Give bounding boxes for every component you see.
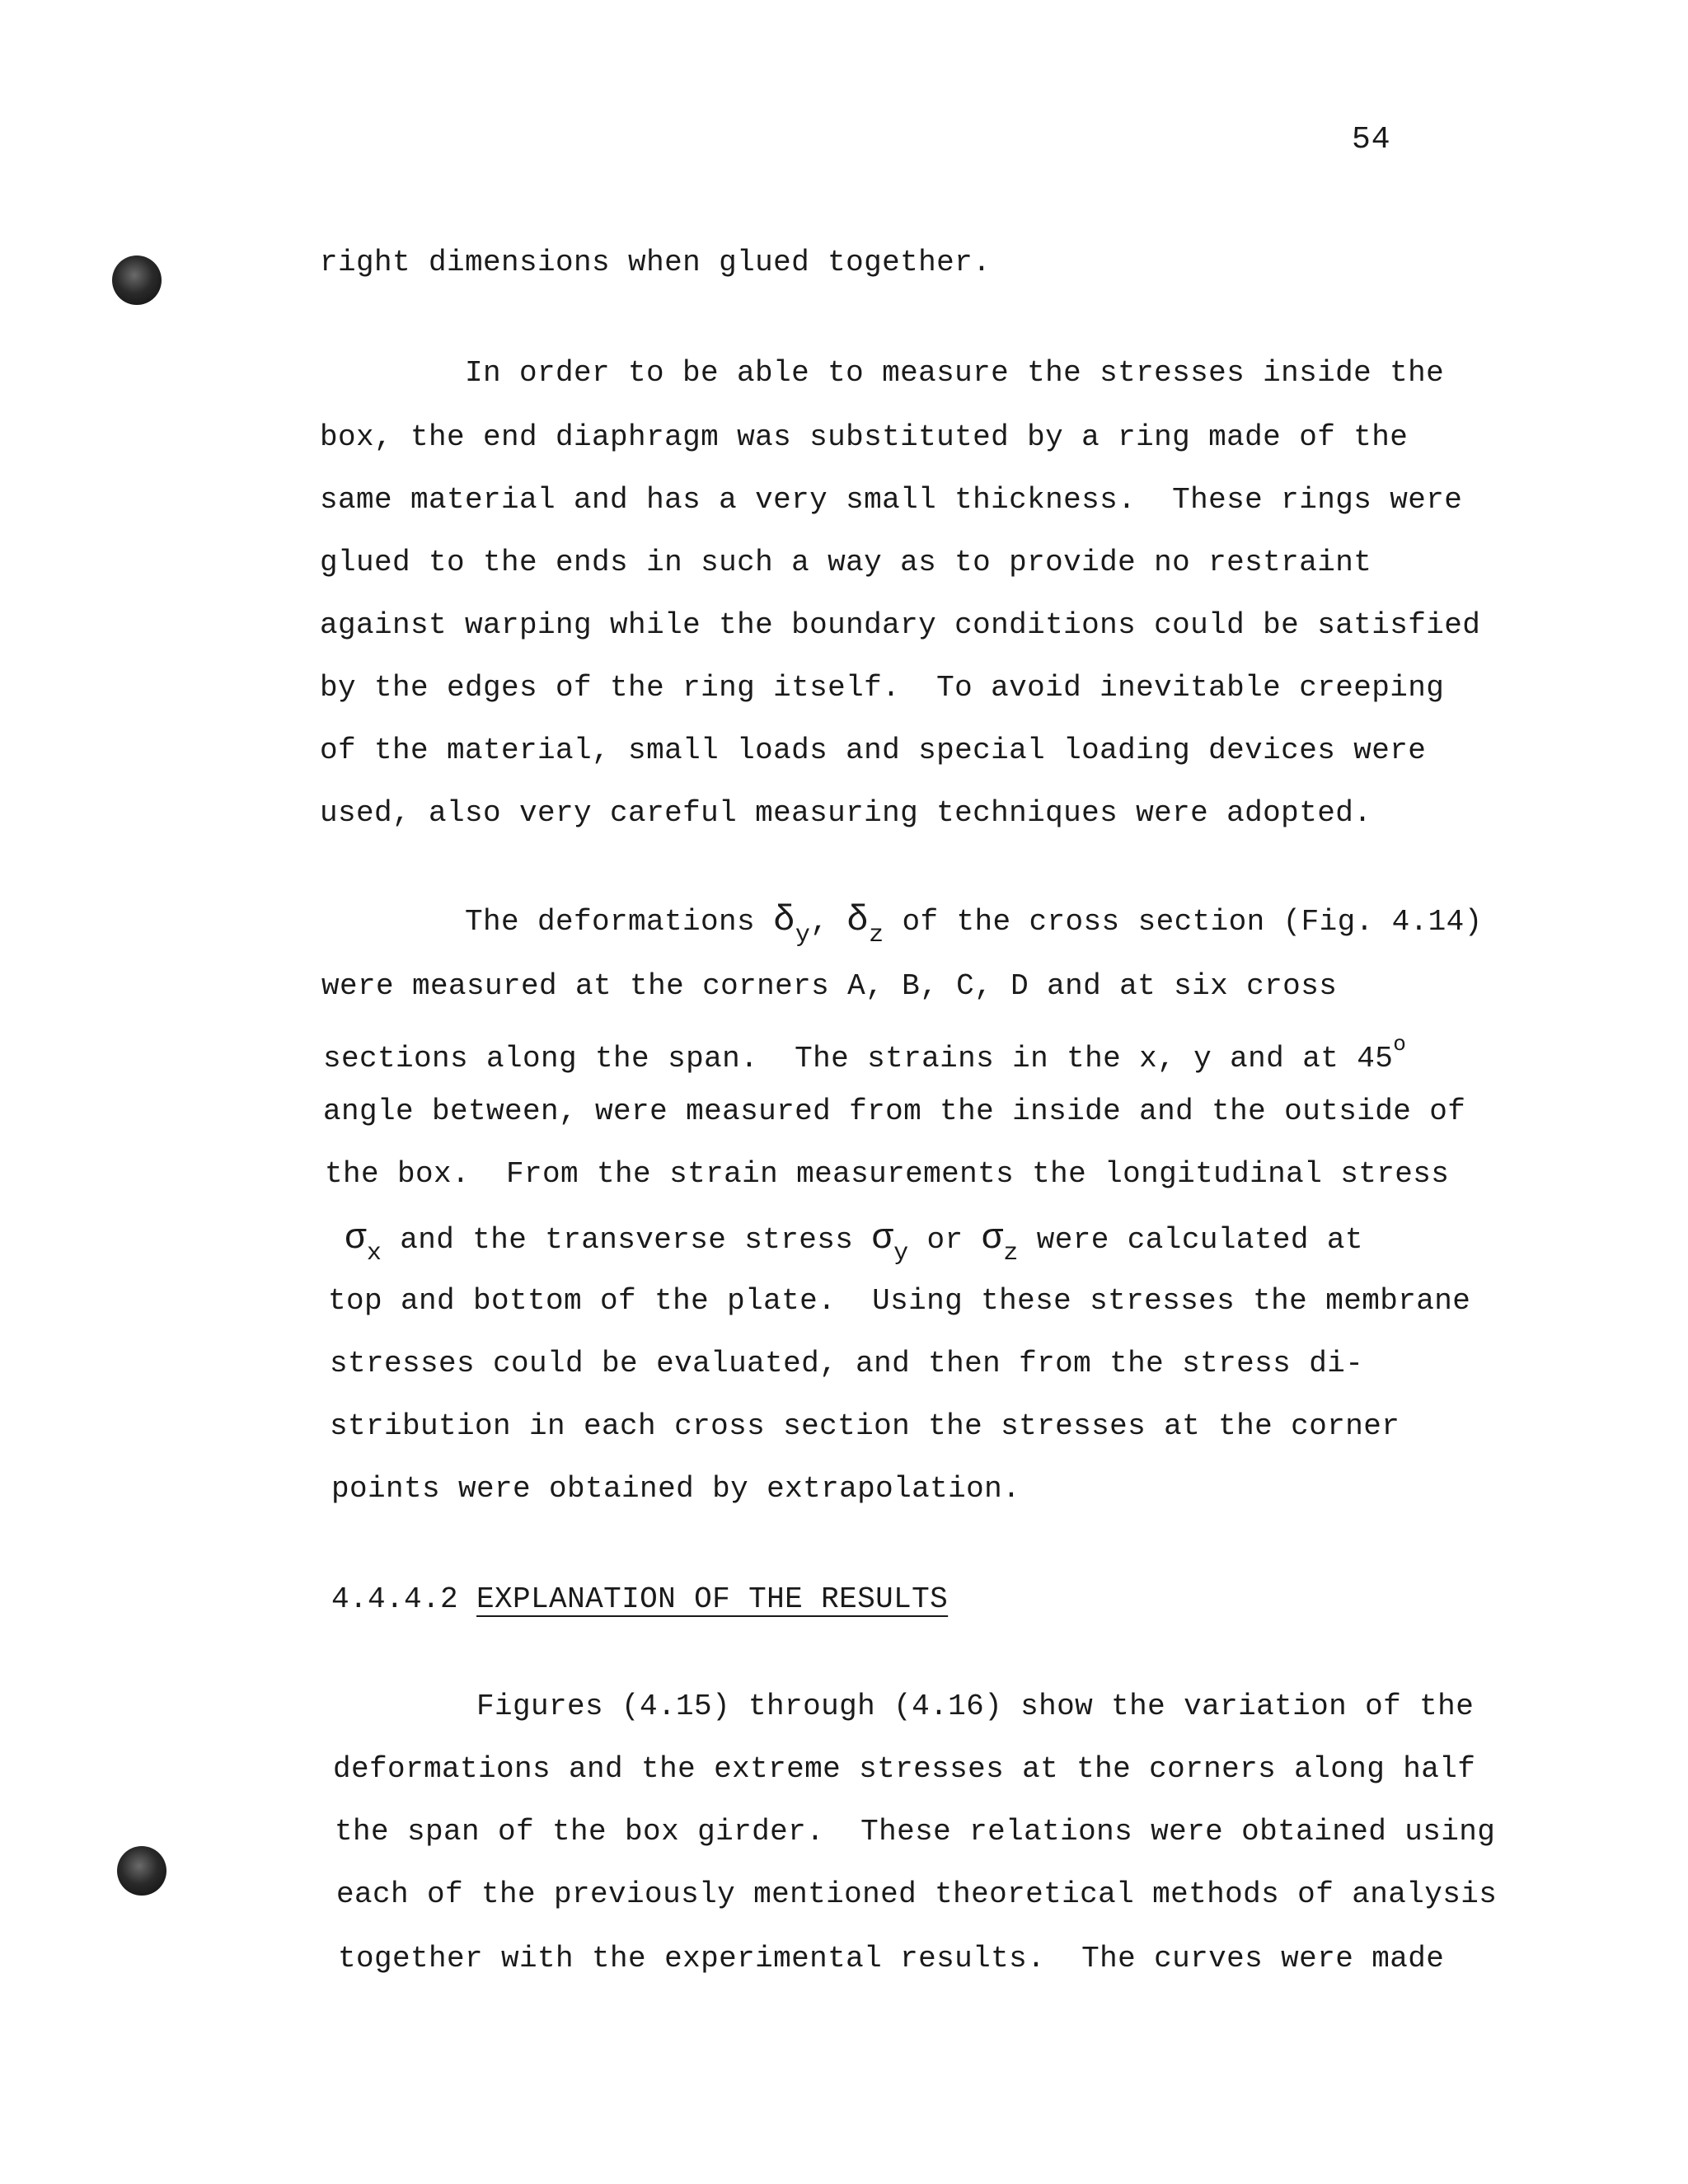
paragraph-3-line-1 bbox=[465, 900, 1483, 949]
paragraph-2-line-4: glued to the ends in such a way as to provide no restraint bbox=[320, 546, 1372, 579]
paragraph-3-line-9: stribution in each cross section the stresses at the corner bbox=[330, 1409, 1400, 1443]
paragraph-3-line-8: stresses could be evaluated, and then from the stress di- bbox=[330, 1347, 1364, 1380]
text-segment: and the transverse stress bbox=[382, 1223, 872, 1257]
subscript-z: z bbox=[1003, 1240, 1019, 1268]
paragraph-2-line-6: by the edges of the ring itself. To avoid inevitable creeping bbox=[320, 671, 1445, 705]
paragraph-4-line-3: the span of the box girder. These relations were obtained using bbox=[335, 1815, 1496, 1849]
section-title: EXPLANATION OF THE RESULTS bbox=[476, 1582, 949, 1616]
paragraph-2-line-2: box, the end diaphragm was substituted by a ring made of the bbox=[320, 420, 1409, 454]
paragraph-4-line-4: each of the previously mentioned theoretical methods of analysis bbox=[336, 1877, 1498, 1911]
paragraph-3-line-2: were measured at the corners A, B, C, D and at six cross bbox=[321, 969, 1338, 1003]
paragraph-3-line-3 bbox=[323, 1032, 1406, 1076]
text-segment: of the cross section (Fig. 4.14) bbox=[884, 905, 1483, 939]
paragraph-4-line-5: together with the experimental results. The curves were made bbox=[338, 1942, 1445, 1975]
sigma-symbol: σ bbox=[871, 1218, 894, 1259]
paragraph-3-line-10: points were obtained by extrapolation. bbox=[331, 1472, 1021, 1506]
paragraph-2-line-5: against warping while the boundary conditions could be satisfied bbox=[320, 608, 1481, 642]
binder-hole-top bbox=[112, 255, 162, 305]
subscript-y: y bbox=[795, 921, 811, 949]
sigma-symbol: σ bbox=[981, 1218, 1004, 1259]
text-segment: were calculated at bbox=[1018, 1223, 1363, 1257]
paragraph-3-line-6 bbox=[345, 1218, 1363, 1268]
page-number: 54 bbox=[1352, 122, 1391, 157]
section-heading bbox=[331, 1582, 948, 1616]
text-segment: sections along the span. The strains in the x, y and at 45 bbox=[323, 1042, 1394, 1076]
paragraph-3-line-4: angle between, were measured from the inside and the outside of bbox=[323, 1094, 1466, 1128]
paragraph-2-line-8: used, also very careful measuring techniques were adopted. bbox=[320, 796, 1372, 830]
comma-separator: , bbox=[810, 905, 847, 939]
paragraph-4-line-1: Figures (4.15) through (4.16) show the variation of the bbox=[476, 1690, 1475, 1723]
delta-symbol: δ bbox=[846, 900, 870, 941]
subscript-x: x bbox=[366, 1240, 382, 1268]
paragraph-2-line-3: same material and has a very small thickness. These rings were bbox=[320, 483, 1463, 517]
subscript-z: z bbox=[869, 921, 884, 949]
paragraph-4-line-2: deformations and the extreme stresses at the corners along half bbox=[333, 1752, 1476, 1786]
delta-symbol: δ bbox=[773, 900, 795, 941]
paragraph-3-line-7: top and bottom of the plate. Using these stresses the membrane bbox=[328, 1284, 1471, 1318]
binder-hole-bottom bbox=[117, 1846, 166, 1896]
degree-superscript: o bbox=[1393, 1032, 1407, 1057]
sigma-symbol: σ bbox=[345, 1218, 367, 1259]
paragraph-2-line-7: of the material, small loads and special loading devices were bbox=[320, 733, 1427, 767]
subscript-y: y bbox=[893, 1240, 909, 1268]
paragraph-3-line-5: the box. From the strain measurements the longitudinal stress bbox=[325, 1157, 1450, 1191]
text-segment: The deformations bbox=[465, 905, 774, 939]
section-number: 4.4.4.2 bbox=[331, 1582, 459, 1616]
paragraph-2-line-1: In order to be able to measure the stresses inside the bbox=[465, 356, 1445, 390]
text-segment: or bbox=[908, 1223, 982, 1257]
paragraph-1-line-1: right dimensions when glued together. bbox=[320, 246, 992, 279]
